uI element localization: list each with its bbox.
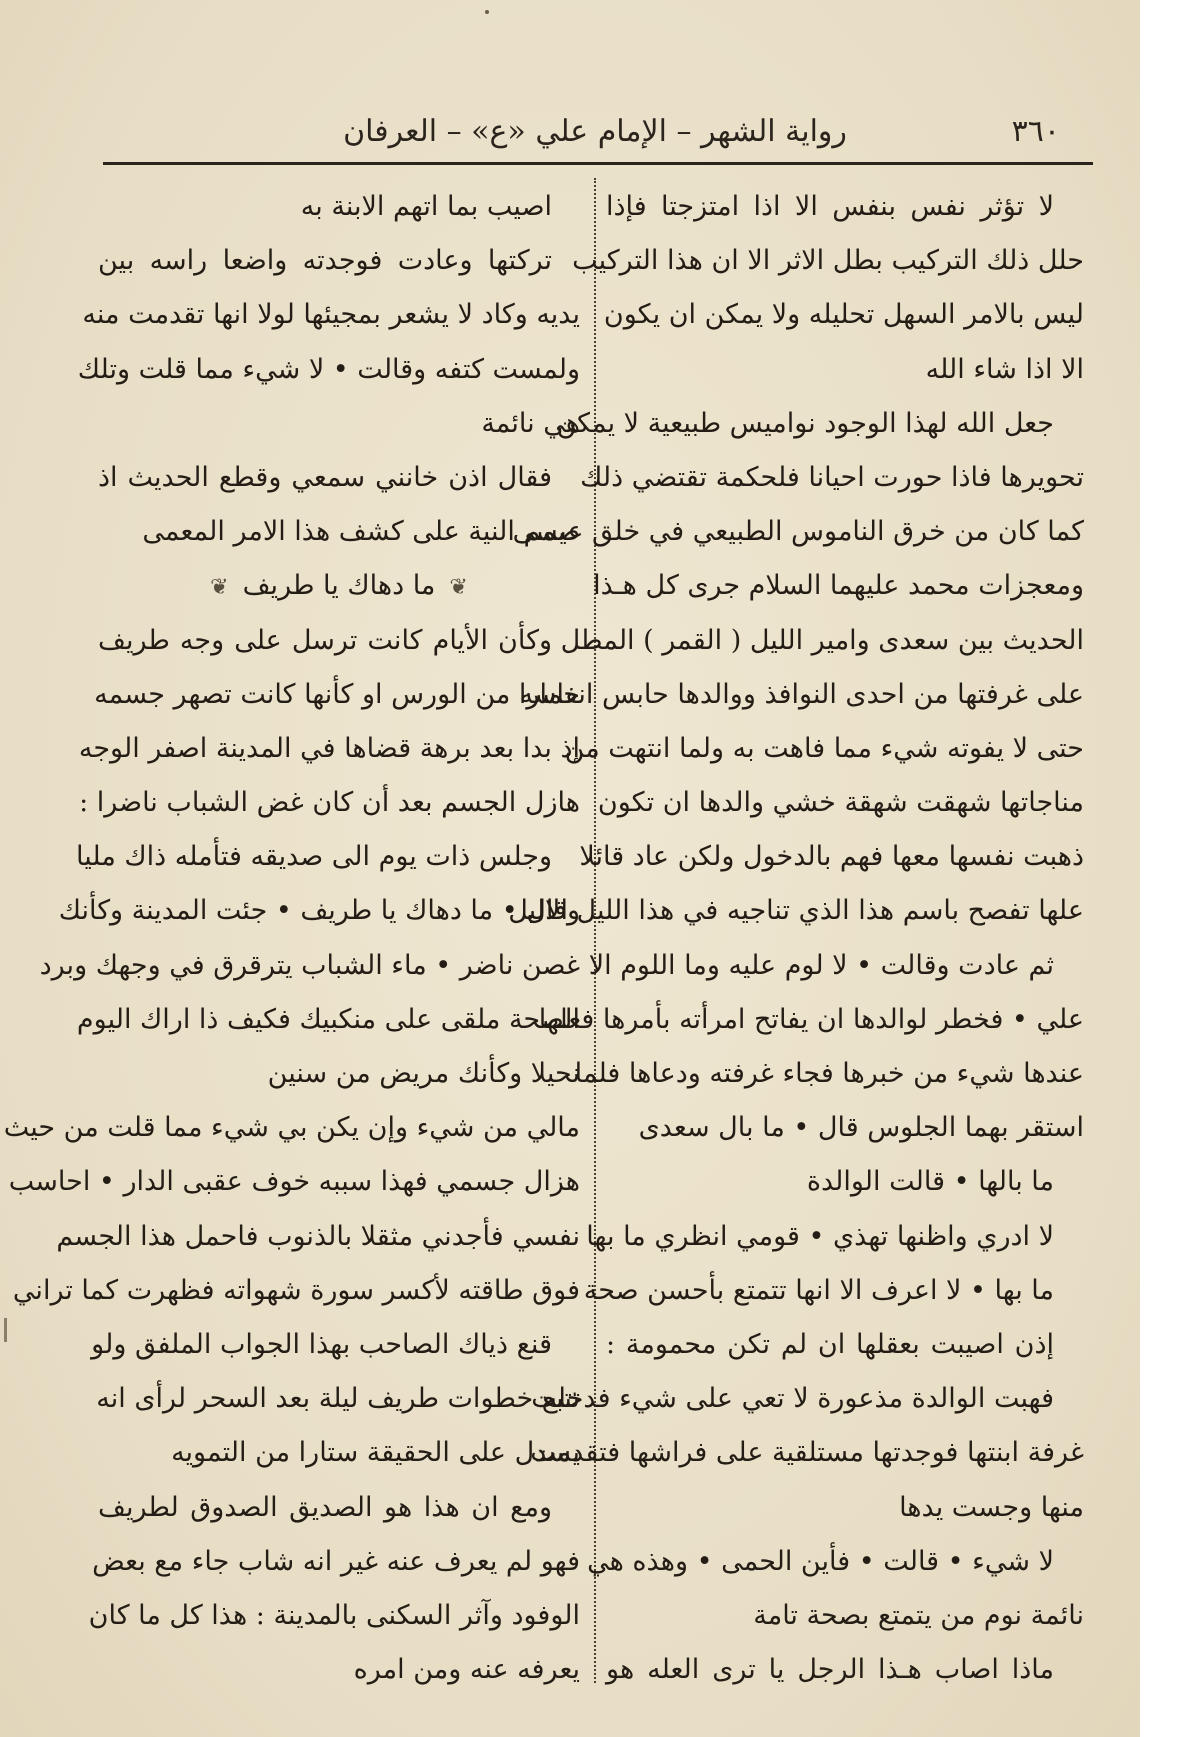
text-line: فقال اذن خانني سمعي وقطع الحديث اذ xyxy=(98,461,552,493)
text-line: لا شيء • قالت • فأين الحمى • وهذه هي xyxy=(587,1545,1054,1577)
text-line: وقال • ما دهاك يا طريف • جئت المدينة وكأنك xyxy=(58,895,580,927)
text-line: الحديث بين سعدى وامير الليل ( القمر ) المطل xyxy=(560,624,1084,656)
text-line: ماذا اصاب هـذا الرجل يا ترى العله هو xyxy=(606,1654,1054,1686)
right-column xyxy=(508,180,1094,1697)
text-line: نحيلا وكأنك مريض من سنين xyxy=(267,1058,580,1089)
ornament-icon: ❦ xyxy=(210,575,229,601)
text-line: غرفة ابنتها فوجدتها مستلقية على فراشها فتقدمت xyxy=(530,1437,1084,1469)
running-title: رواية الشهر – الإمام علي «ع» – العرفان xyxy=(343,114,847,149)
text-line: منها وجست يدها xyxy=(899,1491,1084,1523)
text-line: غصن ناضر • ماء الشباب يترقرق في وجهك وبرد xyxy=(39,949,580,981)
text-line: ليس بالامر السهل تحليله ولا يمكن ان يكون xyxy=(603,299,1084,331)
text-line: وجلس ذات يوم الى صديقه فتأمله ذاك مليا xyxy=(76,841,552,873)
text-line: لا ادري واظنها تهذي • قومي انظري ما بها xyxy=(586,1220,1054,1252)
text-line: يعرفه عنه ومن امره xyxy=(353,1654,580,1686)
text-line: إذ بدا بعد برهة قضاها في المدينة اصفر الوجه xyxy=(78,732,580,764)
binding-mark xyxy=(4,1318,7,1342)
page-number: ٣٦٠ xyxy=(1011,114,1060,149)
text-line: نفسي فأجدني مثقلا بالذنوب فاحمل هذا الجسم xyxy=(56,1220,580,1252)
text-line: فهبت الوالدة مذعورة لا تعي على شيء فدخلت xyxy=(531,1383,1054,1415)
text-line xyxy=(92,559,592,613)
page-header xyxy=(100,104,1090,164)
text-line: هزال جسمي فهذا سببه خوف عقبى الدار • احاسب xyxy=(8,1166,580,1198)
header-rule xyxy=(103,162,1093,165)
text-line: يسدل على الحقيقة ستارا من التمويه xyxy=(171,1437,580,1469)
text-line: نائمة نوم من يتمتع بصحة تامة xyxy=(753,1599,1084,1631)
text-line: ذهبت نفسها معها فهم بالدخول ولكن عاد قائلا xyxy=(579,841,1084,873)
text-line: ومعجزات محمد عليهما السلام جرى كل هـذا xyxy=(593,570,1084,602)
text-line: علها تفصح باسم هذا الذي تناجيه في هذا الليل الاليل xyxy=(508,895,1084,927)
text-line: جعل الله لهذا الوجود نواميس طبيعية لا يمكن xyxy=(556,407,1054,439)
text-line: ما بها • لا اعرف الا انها تتمتع بأحسن صحة xyxy=(583,1274,1054,1306)
text-line: تتبع خطوات طريف ليلة بعد السحر لرأى انه xyxy=(96,1383,580,1415)
text-line: كما كان من خرق الناموس الطبيعي في خلق عيسى xyxy=(512,516,1084,548)
ornament-icon: ❦ xyxy=(449,575,468,601)
text-line: صمم النية على كشف هذا الامر المعمى xyxy=(142,516,580,548)
text-line: حتى لا يفوته شيء مما فاهت به ولما انتهت من xyxy=(564,732,1084,764)
text-line: وكأن الأيام كانت ترسل على وجه طريف xyxy=(98,624,552,656)
text-line: ما بالها • قالت الوالدة xyxy=(806,1166,1054,1198)
text-line: مالي من شيء وإن يكن بي شيء مما قلت من حيث xyxy=(3,1112,580,1144)
text-line: فوق طاقته لأكسر سورة شهواته فظهرت كما تراني xyxy=(12,1274,580,1306)
text-line: استقر بهما الجلوس قال • ما بال سعدى xyxy=(638,1112,1084,1144)
text-line: لا تؤثر نفس بنفس الا اذا امتزجتا فإذا xyxy=(606,191,1054,222)
text-line: على غرفتها من احدى النوافذ ووالدها حابس انفاسه xyxy=(519,678,1084,710)
text-line: الوفود وآثر السكنى بالمدينة : هذا كل ما كان xyxy=(88,1599,580,1631)
text-line: فهو لم يعرف عنه غير انه شاب جاء مع بعض xyxy=(92,1545,580,1577)
text-line: قنع ذياك الصاحب بهذا الجواب الملفق ولو xyxy=(91,1328,552,1360)
text-line: ثم عادت وقالت • لا لوم عليه وما اللوم الا xyxy=(588,949,1054,981)
text-line: مناجاتها شهقت شهقة خشي والدها ان تكون xyxy=(597,787,1084,819)
section-heading: ما دهاك يا طريف xyxy=(242,570,436,602)
text-line: خمارا من الورس او كأنها كانت تصهر جسمه xyxy=(94,678,580,710)
page-margin xyxy=(1140,0,1203,1737)
text-line: ولمست كتفه وقالت • لا شيء مما قلت وتلك xyxy=(77,353,580,385)
text-line: الا اذا شاء الله xyxy=(925,353,1084,385)
text-line: عندها شيء من خبرها فجاء غرفته ودعاها فلما xyxy=(574,1058,1084,1089)
text-line: تركتها وعادت فوجدته واضعا راسه بين xyxy=(98,245,552,277)
text-line: هي نائمة xyxy=(481,407,580,439)
text-line: علي • فخطر لوالدها ان يفاتح امرأته بأمرها فعلها xyxy=(538,1003,1084,1035)
text-line: اصيب بما اتهم الابنة به xyxy=(300,191,552,222)
text-line: ومع ان هذا هو الصديق الصدوق لطريف xyxy=(98,1491,552,1523)
ink-speck xyxy=(485,10,489,14)
text-line: حلل ذلك التركيب بطل الاثر الا ان هذا التركيب xyxy=(572,245,1084,277)
text-line: الصحة ملقى على منكبيك فكيف ذا اراك اليوم xyxy=(76,1003,580,1035)
text-line: يديه وكاد لا يشعر بمجيئها لولا انها تقدمت منه xyxy=(82,299,580,331)
text-line: هازل الجسم بعد أن كان غض الشباب ناضرا : xyxy=(79,787,580,819)
left-column xyxy=(3,180,592,1697)
text-line: تحويرها فاذا حورت احيانا فلحكمة تقتضي ذلك xyxy=(580,461,1084,493)
text-line: إذن اصيبت بعقلها ان لم تكن محمومة : xyxy=(606,1328,1054,1360)
